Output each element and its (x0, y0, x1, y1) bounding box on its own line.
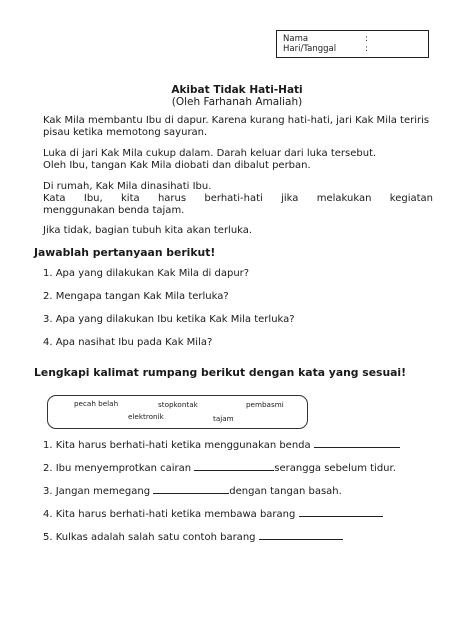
date-colon: : (365, 44, 368, 54)
fill-item-1: 1. Kita harus berhati-hati ketika menggunakan benda (43, 438, 400, 452)
story-author: (Oleh Farhanah Amaliah) (171, 96, 303, 108)
question-1: 1. Apa yang dilakukan Kak Mila di dapur? (43, 268, 250, 279)
question-3: 3. Apa yang dilakukan Ibu ketika Kak Mila terluka? (43, 314, 295, 325)
fill-item-5: 5. Kulkas adalah salah satu contoh barang (43, 530, 343, 544)
story-paragraph-3-line-3: menggunakan benda tajam. (43, 205, 185, 216)
story-paragraph-2-line-2: Oleh Ibu, tangan Kak Mila diobati dan dibalut perban. (43, 160, 311, 171)
story-paragraph-1: Kak Mila membantu Ibu di dapur. Karena kurang hati-hati, jari Kak Mila teriris pisau ketika memotong sayuran. (43, 115, 430, 138)
word-bank-item: elektronik (128, 412, 164, 421)
word-bank-item: tajam (213, 414, 234, 423)
word-bank-item: pembasmi (246, 400, 284, 409)
answer-blank[interactable] (194, 461, 274, 471)
fill-item-4: 4. Kita harus berhati-hati ketika membawa barang (43, 507, 383, 521)
identity-box (276, 30, 429, 58)
name-colon: : (365, 34, 368, 44)
name-label: Nama (283, 34, 309, 44)
story-paragraph-3-line-1: Di rumah, Kak Mila dinasihati Ibu. (43, 181, 212, 192)
question-2: 2. Mengapa tangan Kak Mila terluka? (43, 291, 229, 302)
story-paragraph-2-line-1: Luka di jari Kak Mila cukup dalam. Darah keluar dari luka tersebut. (43, 148, 377, 159)
section-1-heading: Jawablah pertanyaan berikut! (34, 246, 216, 259)
answer-blank[interactable] (299, 507, 383, 517)
fill-item-3: 3. Jangan memegang dengan tangan basah. (43, 486, 342, 497)
word-bank-item: stopkontak (158, 400, 198, 409)
word-bank-item: pecah belah (74, 399, 119, 408)
date-label: Hari/Tanggal (283, 44, 337, 54)
story-paragraph-3-line-2: Kata Ibu, kita harus berhati-hati jika melakukan kegiatan (43, 193, 433, 204)
question-4: 4. Apa nasihat Ibu pada Kak Mila? (43, 337, 213, 348)
story-title: Akibat Tidak Hati-Hati (171, 84, 303, 96)
answer-blank[interactable] (153, 484, 229, 494)
word-bank-box (47, 395, 308, 429)
fill-item-2: 2. Ibu menyemprotkan cairan serangga sebelum tidur. (43, 463, 396, 474)
story-paragraph-4: Jika tidak, bagian tubuh kita akan terluka. (43, 225, 253, 236)
section-2-heading: Lengkapi kalimat rumpang berikut dengan kata yang sesuai! (34, 366, 407, 379)
answer-blank[interactable] (314, 438, 400, 448)
answer-blank[interactable] (259, 530, 343, 540)
